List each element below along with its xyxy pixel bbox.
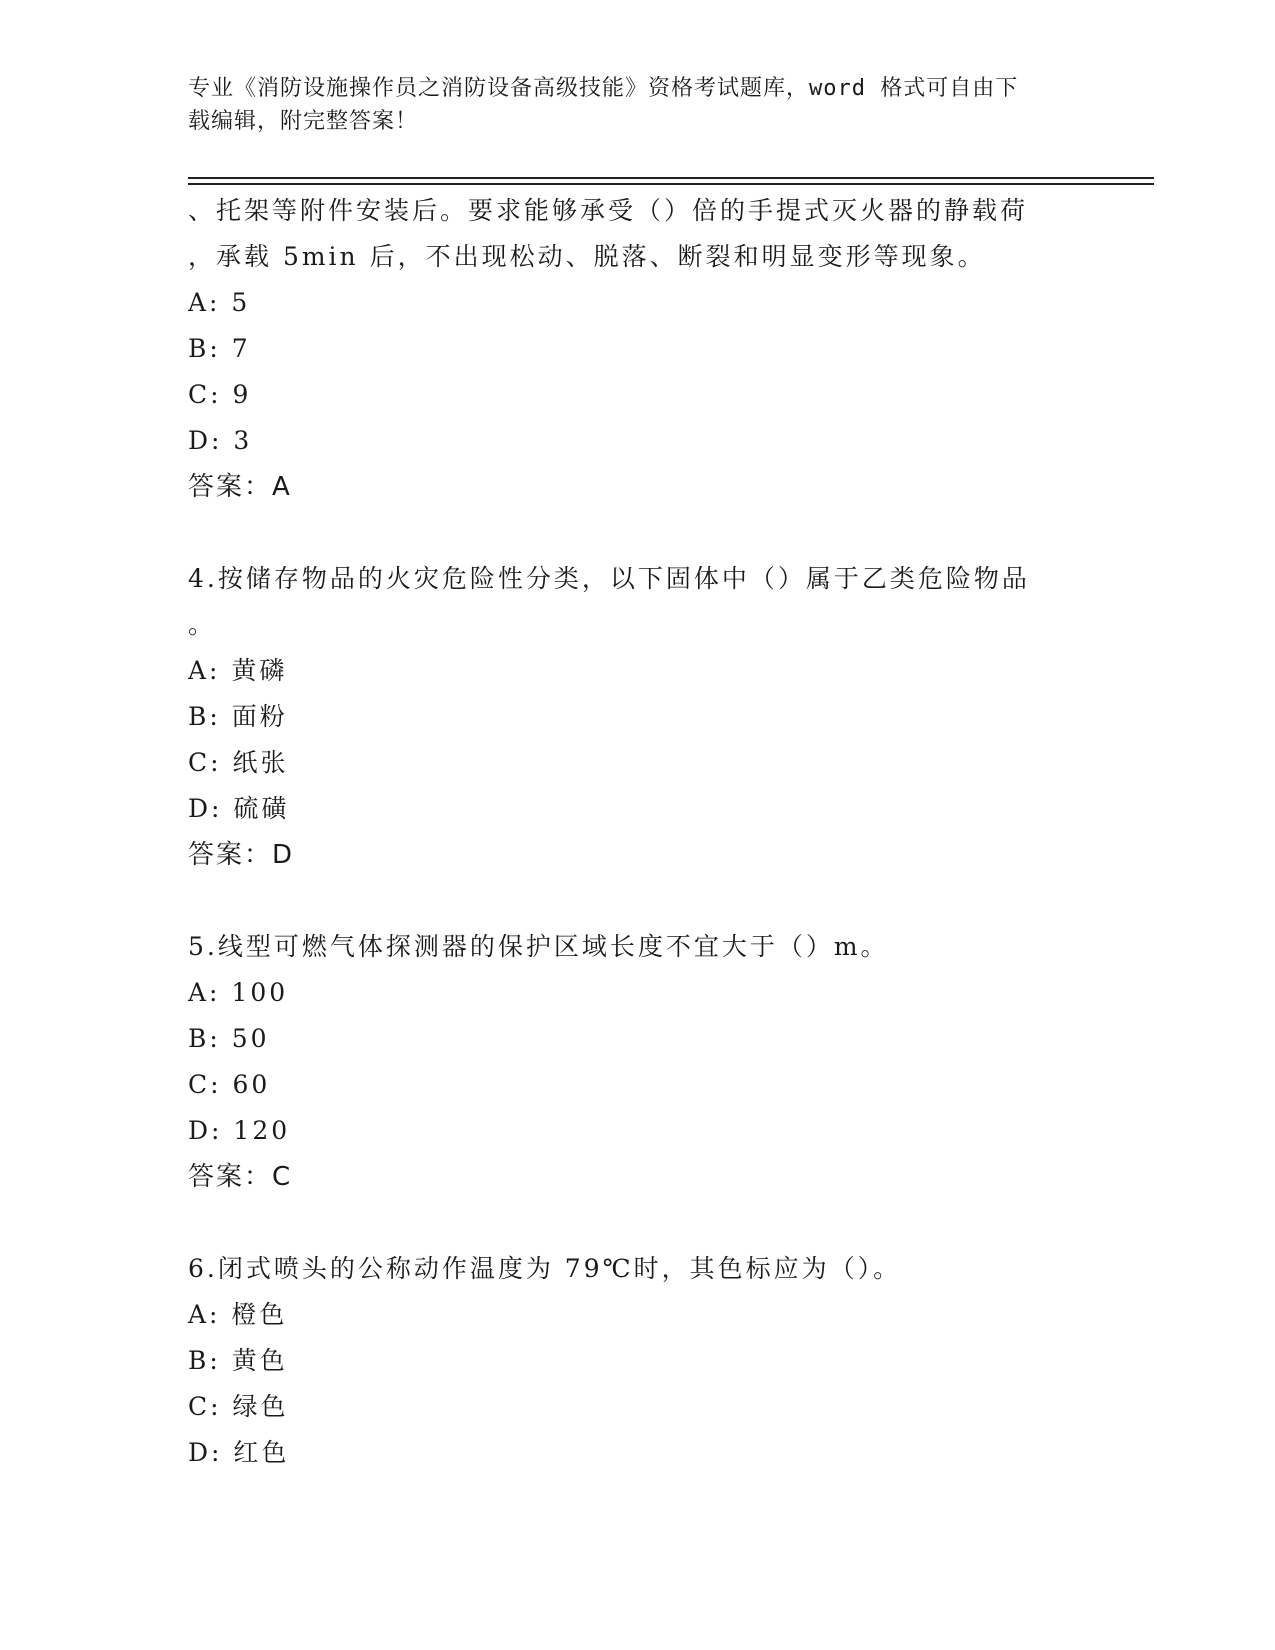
question-stem-line: 、托架等附件安装后。要求能够承受（）倍的手提式灭火器的静载荷 bbox=[188, 196, 1029, 225]
question-spacer bbox=[188, 1200, 1088, 1246]
question-stem-line: 5.线型可燃气体探测器的保护区域长度不宜大于（）m。 bbox=[188, 932, 889, 961]
question-4 bbox=[188, 556, 1088, 878]
header-line-2: 载编辑，附完整答案！ bbox=[188, 109, 419, 134]
option-a: A: 黄磷 bbox=[188, 656, 288, 685]
option-b: B: 50 bbox=[188, 1024, 270, 1053]
option-b: B: 7 bbox=[188, 334, 251, 363]
option-b: B: 面粉 bbox=[188, 702, 288, 731]
question-stem-line: 4.按储存物品的火灾危险性分类，以下固体中（）属于乙类危险物品 bbox=[188, 564, 1030, 593]
question-5 bbox=[188, 924, 1088, 1200]
option-c: C: 绿色 bbox=[188, 1392, 289, 1421]
option-a: A: 5 bbox=[188, 288, 251, 317]
option-d: D: 硫磺 bbox=[188, 794, 290, 823]
header-divider-top bbox=[188, 177, 1154, 179]
question-3 bbox=[188, 188, 1088, 510]
header-divider-bottom bbox=[188, 183, 1154, 185]
option-b: B: 黄色 bbox=[188, 1346, 288, 1375]
header-line-1: 专业《消防设施操作员之消防设备高级技能》资格考试题库，word 格式可自由下 bbox=[188, 76, 1019, 101]
answer-line: 答案：A bbox=[188, 472, 292, 502]
answer-line: 答案：C bbox=[188, 1162, 293, 1192]
question-list bbox=[188, 188, 1088, 1476]
question-6 bbox=[188, 1246, 1088, 1476]
question-spacer bbox=[188, 510, 1088, 556]
option-a: A: 100 bbox=[188, 978, 289, 1007]
option-c: C: 纸张 bbox=[188, 748, 289, 777]
option-d: D: 3 bbox=[188, 426, 253, 455]
document-header bbox=[188, 72, 1088, 138]
option-a: A: 橙色 bbox=[188, 1300, 288, 1329]
question-stem-line: 6.闭式喷头的公称动作温度为 79℃时，其色标应为（）。 bbox=[188, 1254, 902, 1283]
option-c: C: 60 bbox=[188, 1070, 271, 1099]
question-stem-line: 。 bbox=[188, 610, 217, 639]
question-spacer bbox=[188, 878, 1088, 924]
option-d: D: 120 bbox=[188, 1116, 291, 1145]
answer-line: 答案：D bbox=[188, 840, 295, 870]
option-d: D: 红色 bbox=[188, 1438, 290, 1467]
question-stem-line: ，承载 5min 后，不出现松动、脱落、断裂和明显变形等现象。 bbox=[188, 242, 986, 271]
option-c: C: 9 bbox=[188, 380, 252, 409]
